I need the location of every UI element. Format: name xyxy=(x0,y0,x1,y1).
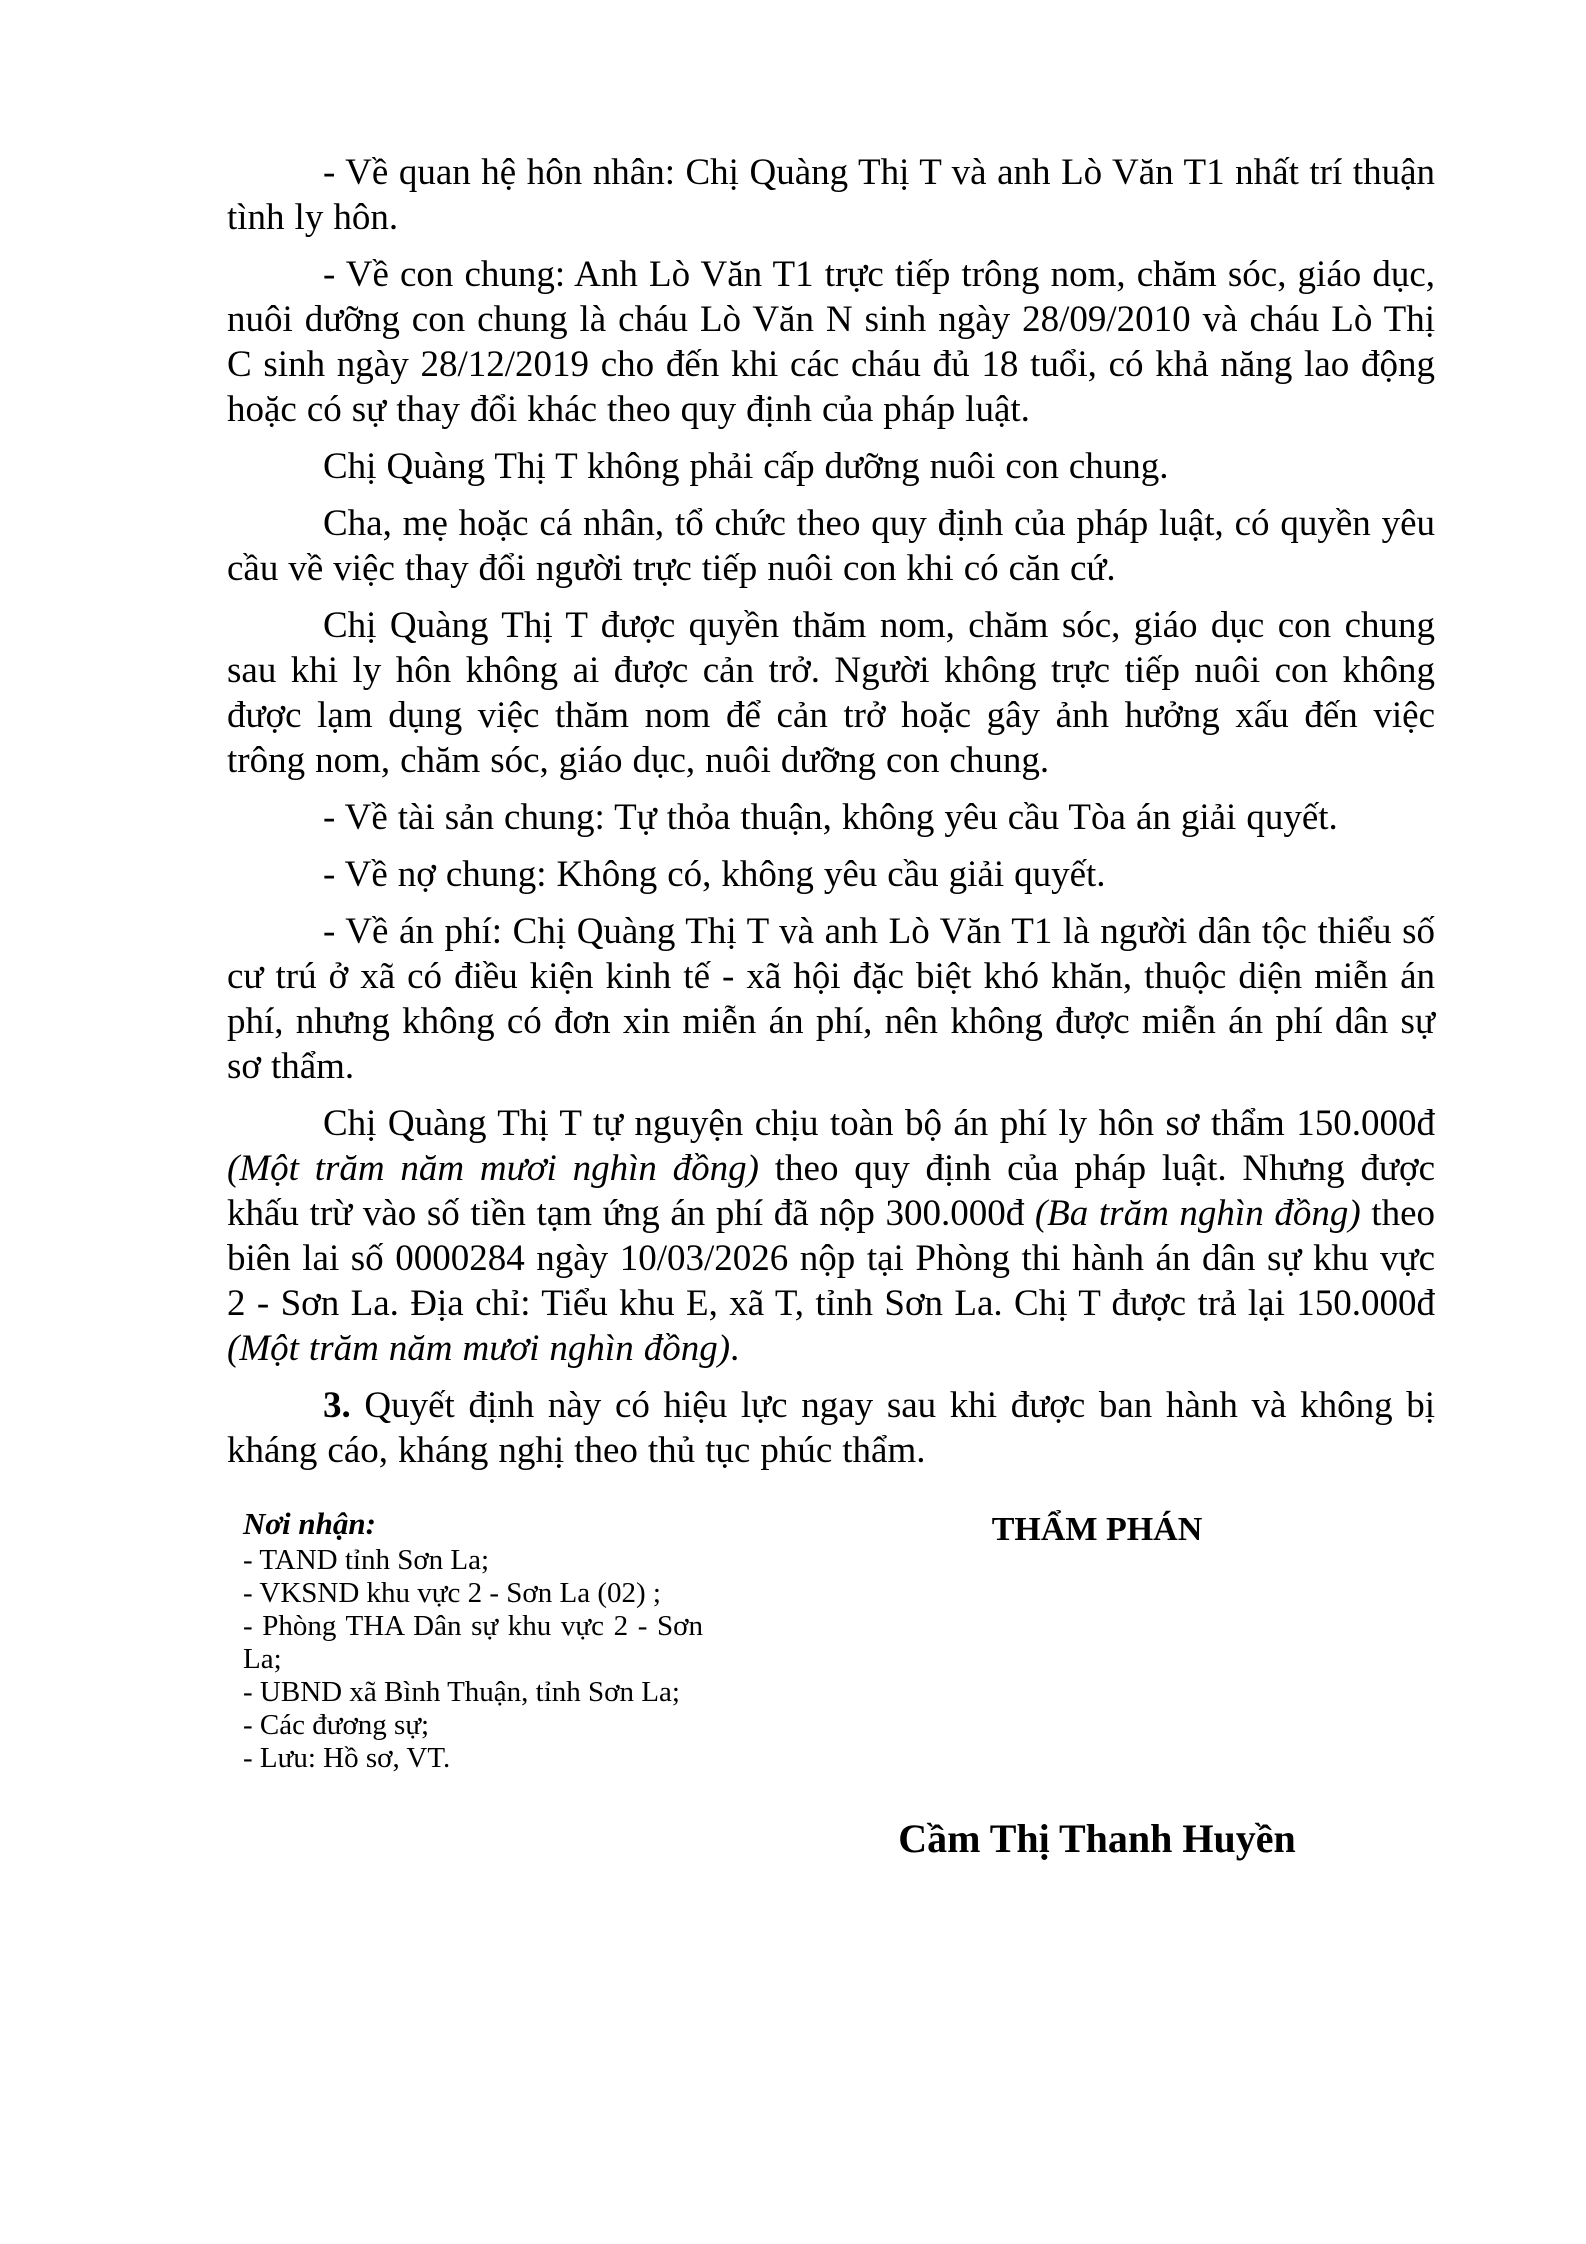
body-paragraph xyxy=(227,1101,1435,1371)
recipient-item: - Các đương sự; xyxy=(243,1709,430,1741)
text-run: 3. xyxy=(323,1385,351,1426)
text-run: (Một trăm năm mươi nghìn đồng) xyxy=(227,1328,731,1369)
body-paragraph xyxy=(227,1383,1435,1473)
text-run: - Về con chung: Anh Lò Văn T1 trực tiếp trông nom, chăm sóc, giáo dục, nuôi dưỡng con chung là cháu Lò Văn N sinh ngày 28/09/2010 và cháu Lò Thị C sinh ngày 28/12/2019 cho đến khi các cháu đủ 18 tuổi, có khả năng lao động hoặc có sự thay đổi khác theo quy định của pháp luật. xyxy=(227,254,1435,430)
text-run: - Về án phí: Chị Quàng Thị T và anh Lò Văn T1 là người dân tộc thiểu số cư trú ở xã có điều kiện kinh tế - xã hội đặc biệt khó khăn, thuộc diện miễn án phí, nhưng không có đơn xin miễn án phí, nên không được miễn án phí dân sự sơ thẩm. xyxy=(227,911,1435,1087)
body-paragraph xyxy=(227,252,1435,432)
recipients-title: Nơi nhận: xyxy=(243,1506,376,1541)
body-paragraph xyxy=(227,795,1435,840)
text-run: Chị Quàng Thị T được quyền thăm nom, chăm sóc, giáo dục con chung sau khi ly hôn không ai được cản trở. Người không trực tiếp nuôi con không được lạm dụng việc thăm nom để cản trở hoặc gây ảnh hưởng xấu đến việc trông nom, chăm sóc, giáo dục, nuôi dưỡng con chung. xyxy=(227,605,1435,781)
recipient-item: - Phòng THA Dân sự khu vực 2 - Sơn La; xyxy=(243,1610,703,1675)
judge-name: Cầm Thị Thanh Huyền xyxy=(898,1816,1296,1861)
recipient-item: - TAND tỉnh Sơn La; xyxy=(243,1544,490,1576)
text-run: - Về quan hệ hôn nhân: Chị Quàng Thị T và anh Lò Văn T1 nhất trí thuận tình ly hôn. xyxy=(227,152,1435,238)
recipient-item: - VKSND khu vực 2 - Sơn La (02) ; xyxy=(243,1577,661,1609)
text-run: Quyết định này có hiệu lực ngay sau khi được ban hành và không bị kháng cáo, kháng nghị theo thủ tục phúc thẩm. xyxy=(227,1385,1435,1471)
text-run: - Về nợ chung: Không có, không yêu cầu giải quyết. xyxy=(323,854,1106,895)
body-paragraph xyxy=(227,150,1435,240)
body-paragraph xyxy=(227,909,1435,1089)
body-paragraph xyxy=(227,603,1435,783)
page-footer xyxy=(227,1506,1435,1862)
text-run: Chị Quàng Thị T tự nguyện chịu toàn bộ án phí ly hôn sơ thẩm 150.000đ xyxy=(323,1103,1435,1144)
text-run: . xyxy=(730,1328,740,1369)
judge-title: THẨM PHÁN xyxy=(991,1511,1203,1548)
text-run: Cha, mẹ hoặc cá nhân, tổ chức theo quy định của pháp luật, có quyền yêu cầu về việc thay đổi người trực tiếp nuôi con khi có căn cứ. xyxy=(227,503,1435,589)
body-paragraph xyxy=(227,444,1435,489)
recipients-list xyxy=(243,1544,703,1775)
recipients-block xyxy=(243,1506,703,1775)
decision-body-text xyxy=(227,150,1435,1485)
text-run: (Một trăm năm mươi nghìn đồng) xyxy=(227,1148,759,1189)
recipient-item: - Lưu: Hồ sơ, VT. xyxy=(243,1742,451,1774)
text-run: theo quy định của pháp luật. Nhưng được khấu trừ vào số tiền tạm ứng án phí đã nộp 300.000đ xyxy=(227,1148,1435,1234)
recipient-item: - UBND xã Bình Thuận, tỉnh Sơn La; xyxy=(243,1676,680,1708)
text-run: Chị Quàng Thị T không phải cấp dưỡng nuôi con chung. xyxy=(323,446,1169,487)
body-paragraph xyxy=(227,501,1435,591)
text-run: (Ba trăm nghìn đồng) xyxy=(1034,1193,1361,1234)
text-run: theo biên lai số 0000284 ngày 10/03/2026 nộp tại Phòng thi hành án dân sự khu vực 2 - Sơn La. Địa chỉ: Tiểu khu E, xã T, tỉnh Sơn La. Chị T được trả lại 150.000đ xyxy=(227,1193,1435,1324)
signature-block xyxy=(703,1506,1435,1862)
body-paragraph xyxy=(227,852,1435,897)
text-run: - Về tài sản chung: Tự thỏa thuận, không yêu cầu Tòa án giải quyết. xyxy=(323,797,1338,838)
